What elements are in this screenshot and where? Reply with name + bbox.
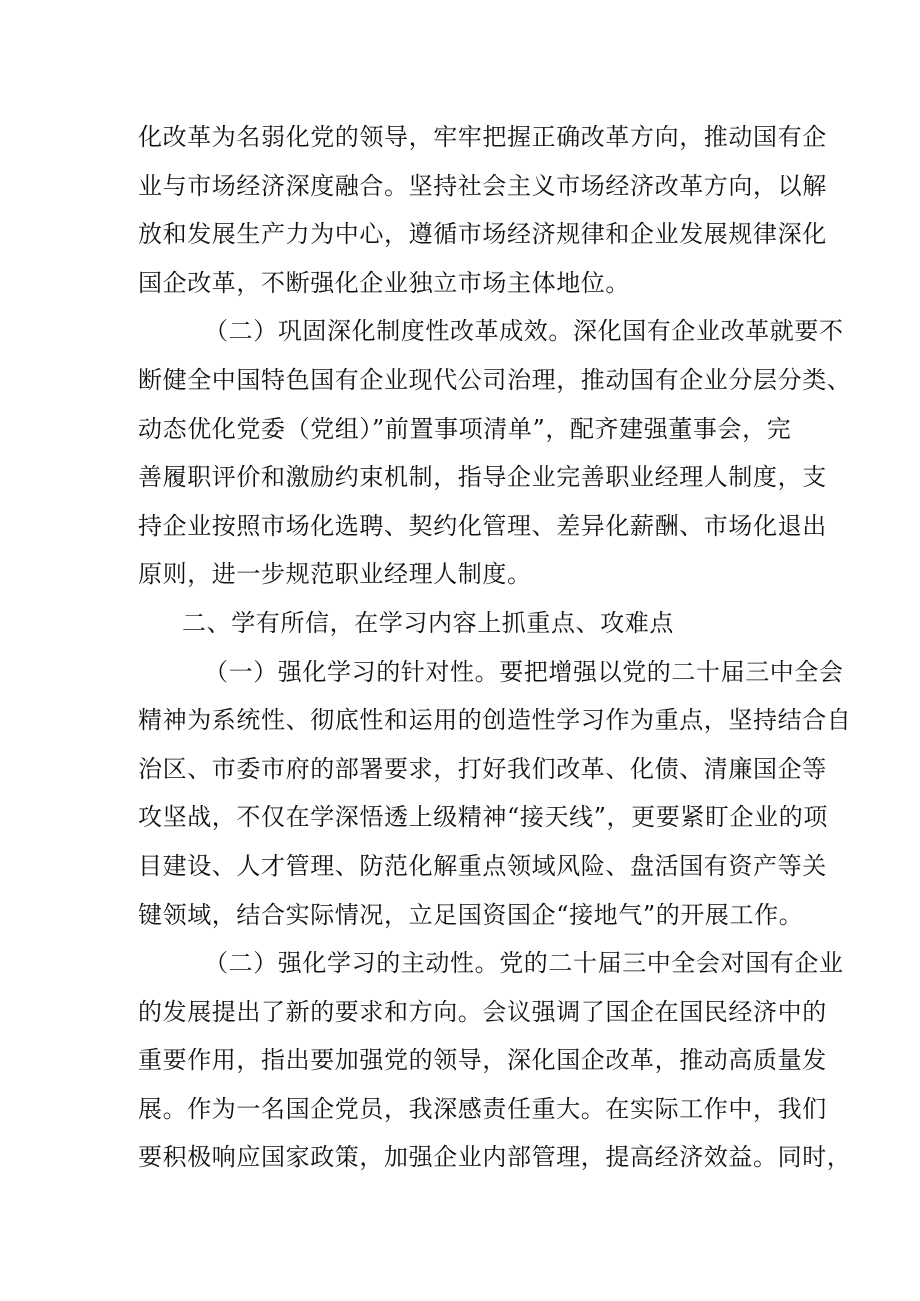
paragraph-institutional-reform xyxy=(138,307,852,599)
text-line: 展。作为一名国企党员，我深感责任重大。在实际工作中，我们 xyxy=(138,1094,827,1123)
paragraph-learning-initiative xyxy=(138,939,852,1182)
text-line: 治区、市委市府的部署要求，打好我们改革、化债、清廉国企等 xyxy=(138,754,827,783)
text-line: 断健全中国特色国有企业现代公司治理，推动国有企业分层分类、 xyxy=(138,365,852,394)
text-line: 要积极响应国家政策，加强企业内部管理，提高经济效益。同时， xyxy=(138,1143,852,1172)
text-line: 精神为系统性、彻底性和运用的创造性学习作为重点，坚持结合自 xyxy=(138,706,852,735)
text-line: 放和发展生产力为中心，遵循市场经济规律和企业发展规律深化 xyxy=(138,220,827,249)
text-line: 持企业按照市场化选聘、契约化管理、差异化薪酬、市场化退出 xyxy=(138,511,827,540)
heading-text: 二、学有所信，在学习内容上抓重点、攻难点 xyxy=(182,608,674,637)
paragraph-reform-direction xyxy=(138,113,827,307)
text-line: 化改革为名弱化党的领导，牢牢把握正确改革方向，推动国有企 xyxy=(138,123,827,151)
text-line: 国企改革，不断强化企业独立市场主体地位。 xyxy=(138,268,630,297)
text-line: （二）巩固深化制度性改革成效。深化国有企业改革就要不 xyxy=(204,317,844,346)
text-line: 键领域，结合实际情况，立足国资国企“接地气”的开展工作。 xyxy=(138,900,804,929)
text-line: 攻坚战，不仅在学深悟透上级精神“接天线”，更要紧盯企业的项 xyxy=(138,803,828,832)
text-line: （二）强化学习的主动性。党的二十届三中全会对国有企业 xyxy=(204,949,844,978)
text-line: 的发展提出了新的要求和方向。会议强调了国企在国民经济中的 xyxy=(138,997,827,1026)
document-body xyxy=(138,113,852,1182)
section-heading xyxy=(138,599,790,648)
text-line: 善履职评价和激励约束机制，指导企业完善职业经理人制度，支 xyxy=(138,463,827,492)
text-line: 原则，进一步规范职业经理人制度。 xyxy=(138,560,532,589)
text-line: （一）强化学习的针对性。要把增强以党的二十届三中全会 xyxy=(204,657,844,686)
text-line: 业与市场经济深度融合。坚持社会主义市场经济改革方向，以解 xyxy=(138,171,827,200)
paragraph-learning-focus xyxy=(138,648,852,940)
text-line: 动态优化党委（党组）”前置事项清单”，配齐建强董事会，完 xyxy=(138,414,792,443)
text-line: 重要作用，指出要加强党的领导，深化国企改革，推动高质量发 xyxy=(138,1046,827,1075)
text-line: 目建设、人才管理、防范化解重点领域风险、盘活国有资产等关 xyxy=(138,851,827,880)
